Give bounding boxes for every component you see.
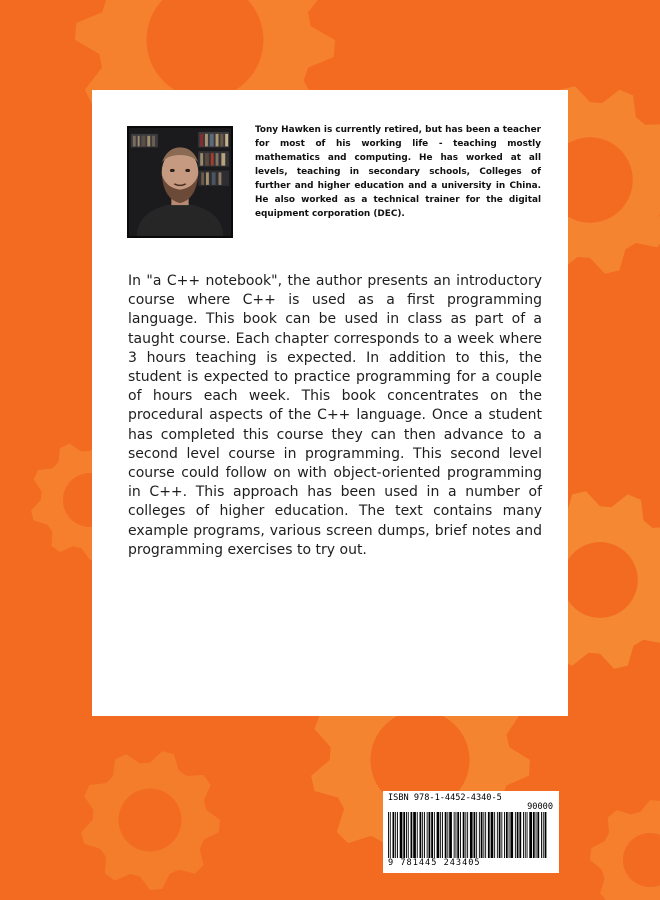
book-description: In "a C++ notebook", the author presents an introductory course where C++ is used as a first programming language. This book can be used in class as part of a taught course. Each chapter corresponds to a week where 3 hours teaching is expected. In addition to this, the student is expected to practice programming for a couple of hours each week. This book concentrates on the procedural aspects of the C++ language. Once a student has completed this course they can then advance to a second level course in programming. This second level course could follow on with object-oriented programming in C++. This approach has been used in a number of colleges of higher education. The text contains many example programs, various screen dumps, brief notes and programming exercises to try out. [128,273,542,558]
barcode-bar [424,812,425,858]
barcode-bar [431,812,433,858]
barcode-bar [497,812,498,858]
author-photo [127,126,233,238]
gear-icon [81,751,220,890]
barcode-bar [499,812,501,858]
barcode-bar [388,812,389,858]
barcode-bar [457,812,459,858]
barcode-bar [536,812,537,858]
isbn-label: ISBN 978-1-4452-4340-5 [388,793,502,803]
barcode-bar [390,812,391,858]
barcode-bar [525,812,526,858]
barcode-bar [447,812,448,858]
barcode-bar [406,812,407,858]
barcode-bar [422,812,423,858]
barcode-bar [456,812,457,858]
barcode-bar [460,812,461,858]
barcode-bar [463,812,465,858]
barcode-bar [543,812,544,858]
barcode-bar [527,812,528,858]
barcode-bar [445,812,447,858]
barcode-bar [429,812,431,858]
barcode-bar [488,812,490,858]
barcode-bar [515,812,516,858]
barcode-bar [533,812,535,858]
barcode-bar [411,812,413,858]
author-portrait-image [129,128,231,236]
barcode-bar [483,812,484,858]
barcode-bar [523,812,524,858]
barcode-bar [485,812,486,858]
barcode-bar [541,812,542,858]
barcode-bar [474,812,476,858]
barcode-bar [545,812,547,858]
barcode-bar [537,812,539,858]
barcode-bar [501,812,502,858]
barcode-bar [393,812,395,858]
barcode-bar [494,812,495,858]
barcode-bar [417,812,418,858]
barcode-bar [491,812,494,858]
barcode-bar [408,812,409,858]
barcode-bar [470,812,473,858]
barcode-bar [454,812,455,858]
barcode-bar [395,812,396,858]
barcode-bar [427,812,428,858]
barcode-bar [479,812,480,858]
barcode-bar [504,812,505,858]
barcode-bar [517,812,519,858]
barcode-bar [442,812,443,858]
price-code: 90000 [527,802,553,812]
barcode-bar [397,812,398,858]
barcode-bar [467,812,468,858]
barcode-bar [506,812,508,858]
barcode-bar [413,812,416,858]
barcode-bar [510,812,513,858]
barcode-bar [403,812,405,858]
barcode-bar [509,812,510,858]
barcode-bar [529,812,532,858]
barcode-bar [400,812,403,858]
barcode-bars [388,812,554,858]
isbn-barcode [383,791,559,873]
barcode-bar [519,812,521,858]
barcode-bar [481,812,483,858]
author-bio: Tony Hawken is currently retired, but has been a teacher for most of his working life - teaching mostly mathematics and computing. He has worked at all levels, teaching in secondary schools, Colleges of further and higher education and a university in China. He also worked as a technical trainer for the digital equipment corporation (DEC). [255,125,541,219]
barcode-bar [434,812,435,858]
barcode-bar [465,812,466,858]
barcode-bar [476,812,477,858]
barcode-bar [449,812,452,858]
barcode-bar [440,812,441,858]
back-cover-text-panel [92,90,568,716]
gear-icon [590,800,660,900]
barcode-bar [420,812,422,858]
barcode-digits: 9 781445 243405 [388,858,481,868]
barcode-bar [437,812,440,858]
